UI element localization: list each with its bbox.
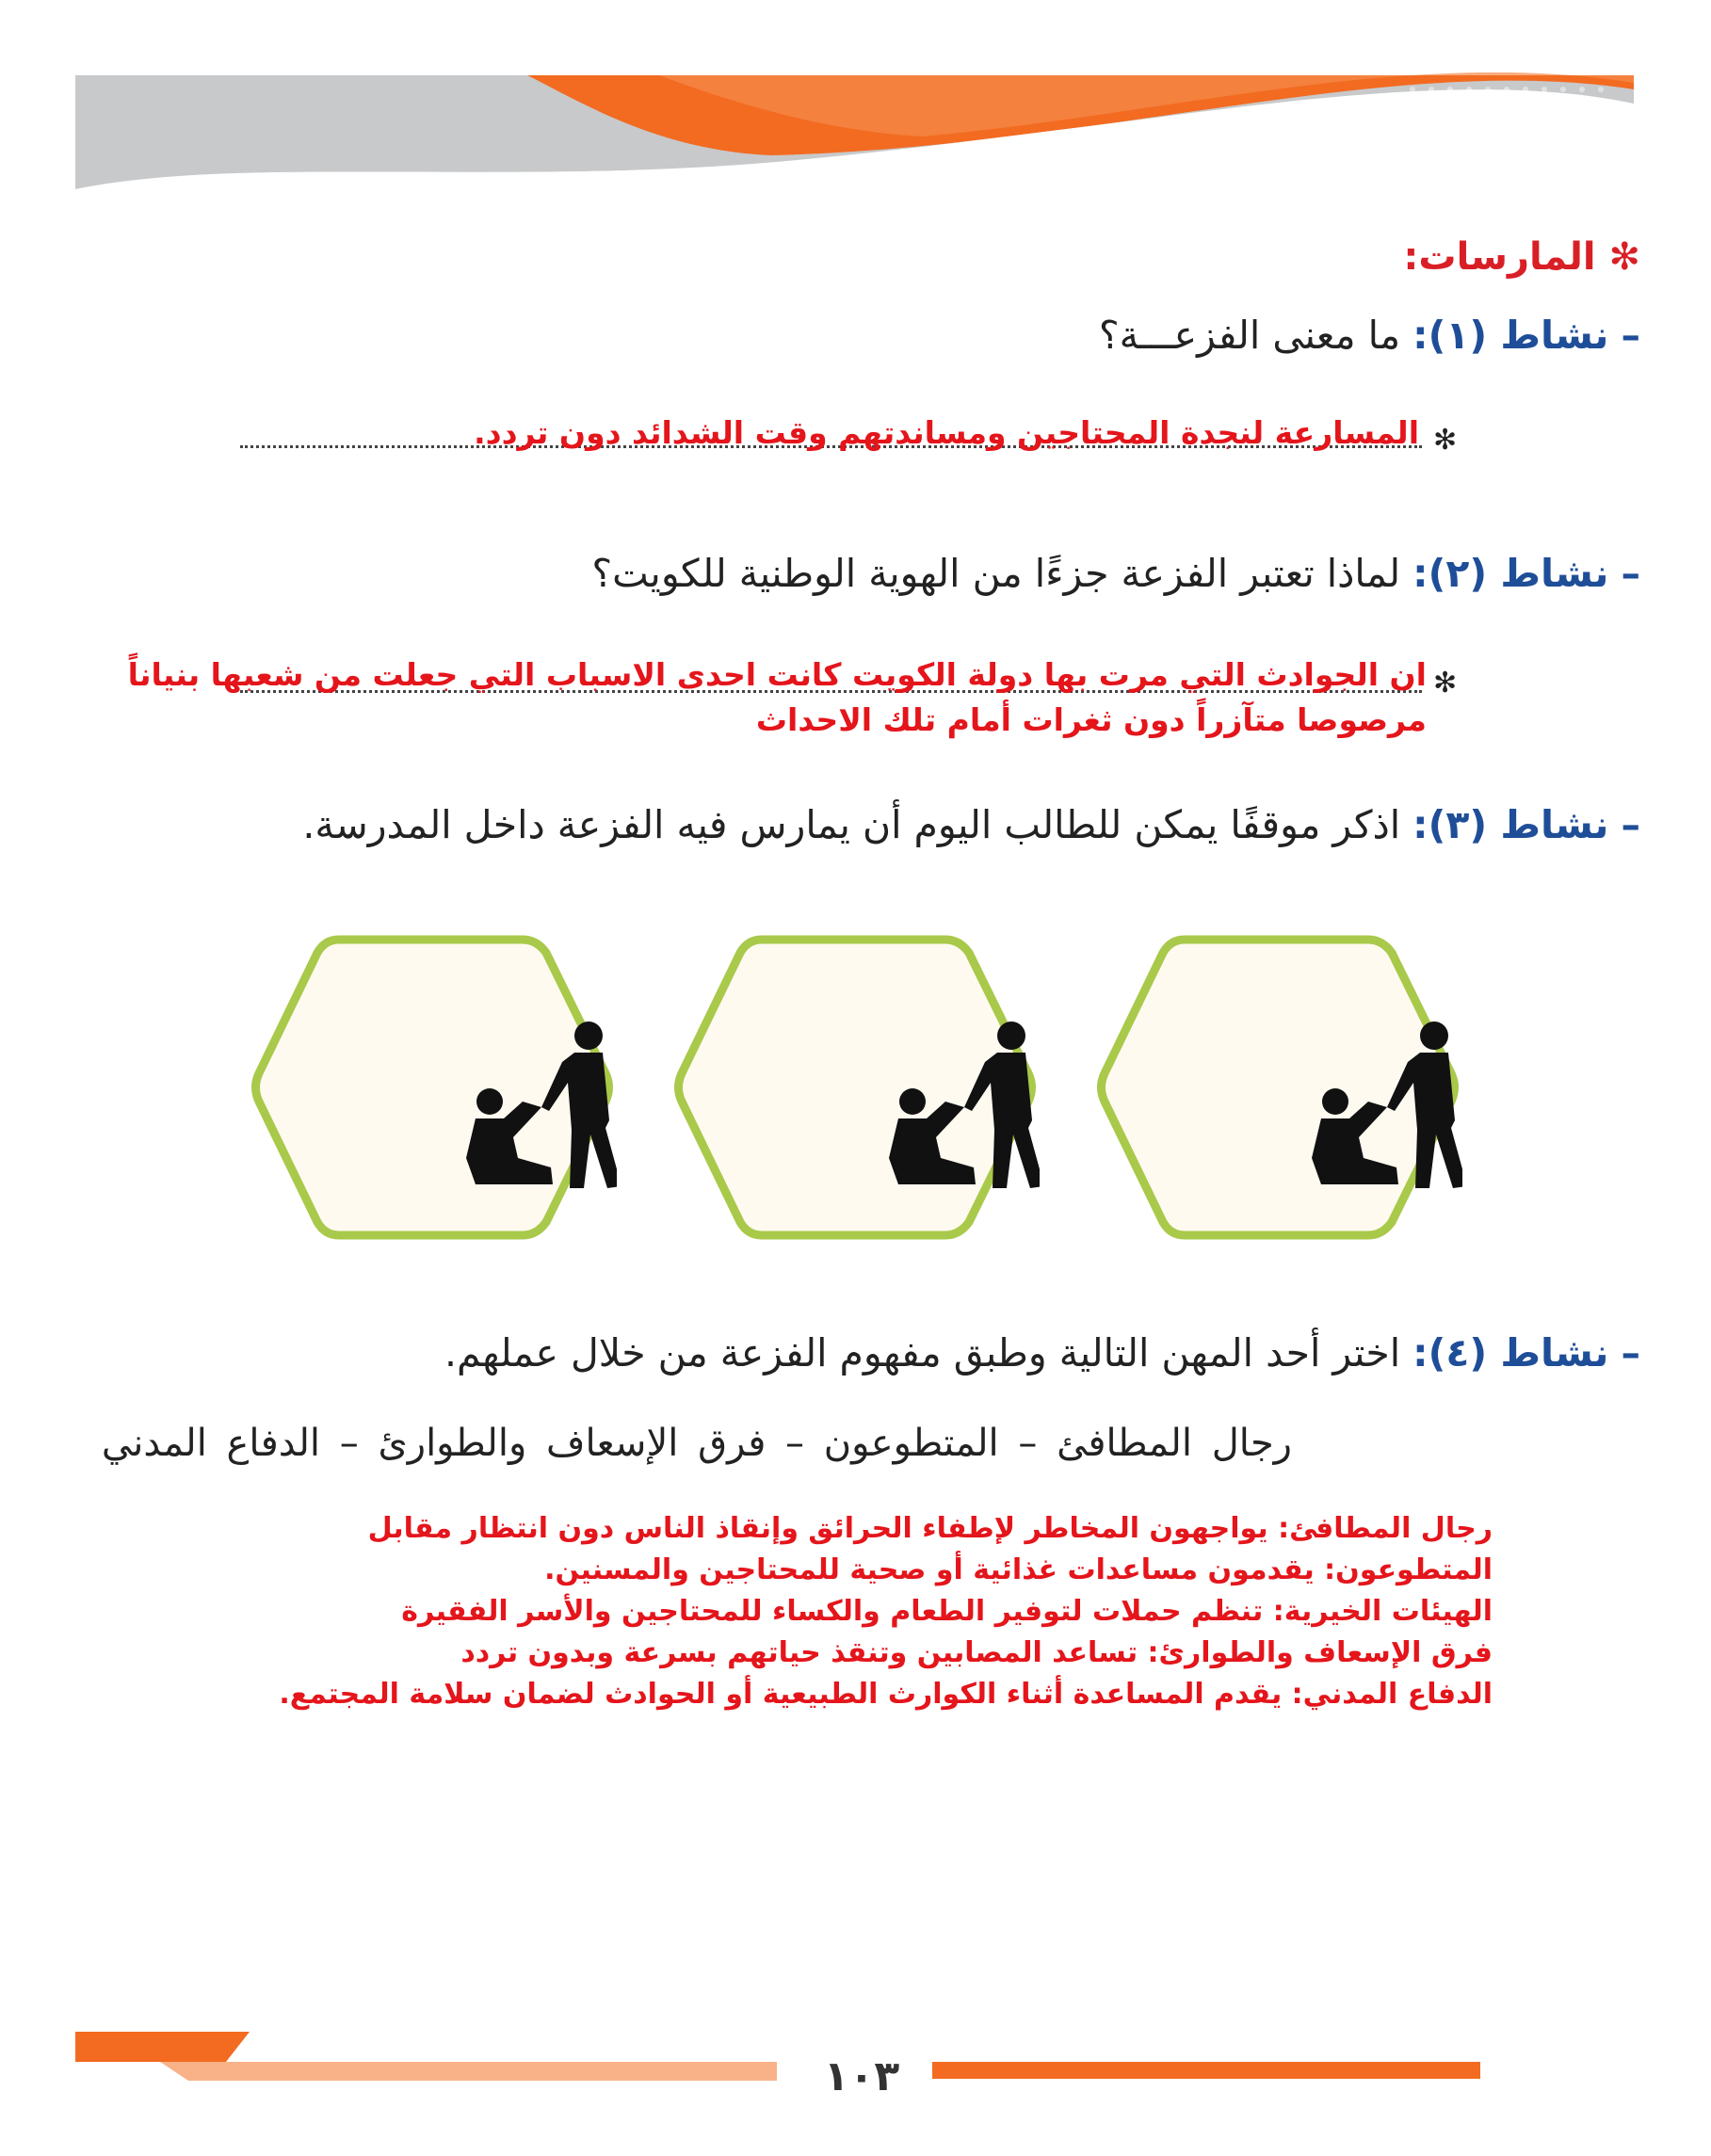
answer-2-line-2: مرصوصا متآزراً دون ثغرات أمام تلك الاحداث bbox=[755, 701, 1427, 738]
answer-star-icon: ✻ bbox=[1433, 424, 1458, 457]
star-icon: ✻ bbox=[1608, 235, 1640, 279]
answer-2-line-1: ان الجوادث التي مرت بها دولة الكويت كانت احدى الاسباب التي جعلت من شعبها بنياناً bbox=[127, 656, 1427, 693]
activity-2 bbox=[228, 551, 1640, 596]
answer-star-icon: ✻ bbox=[1433, 667, 1458, 700]
answer-1-line-1: المسارعة لنجدة المحتاجين ومساندتهم وقت الشدائد دون تردد. bbox=[474, 414, 1419, 451]
section-title-text: المارسات: bbox=[1403, 235, 1596, 279]
activity-4 bbox=[228, 1330, 1640, 1376]
activity-dash: – bbox=[1621, 802, 1640, 847]
profession-item: رجال المطافئ bbox=[1057, 1422, 1292, 1465]
profession-item: الدفاع المدني bbox=[101, 1422, 320, 1465]
profession-separator: – bbox=[1018, 1422, 1038, 1465]
hexagon-box-right[interactable] bbox=[1095, 932, 1462, 1243]
activity-2-label: نشاط (٢): bbox=[1412, 551, 1609, 596]
activity-4-answer-5: الدفاع المدني: يقدم المساعدة أثناء الكوارث الطبيعية أو الحوادث لضمان سلامة المجتمع. bbox=[279, 1678, 1493, 1711]
activity-4-answer-2: المتطوعون: يقدمون مساعدات غذائية أو صحية للمحتاجين والمسنين. bbox=[544, 1553, 1493, 1586]
activity-3-question: اذكر موقفًا يمكن للطالب اليوم أن يمارس فيه الفزعة داخل المدرسة. bbox=[302, 802, 1401, 847]
activity-4-label: نشاط (٤): bbox=[1412, 1330, 1609, 1376]
activity-4-answer-1: رجال المطافئ: يواجهون المخاطر لإطفاء الحرائق وإنقاذ الناس دون انتظار مقابل bbox=[367, 1512, 1493, 1545]
activity-3-label: نشاط (٣): bbox=[1412, 802, 1609, 847]
hexagon-box-middle[interactable] bbox=[672, 932, 1040, 1243]
profession-separator: – bbox=[339, 1422, 359, 1465]
activity-dash: – bbox=[1621, 1330, 1640, 1376]
activity-4-answer-3: الهيئات الخيرية: تنظم حملات لتوفير الطعام والكساء للمحتاجين والأسر الفقيرة bbox=[401, 1595, 1493, 1628]
activity-4-question: اختر أحد المهن التالية وطبق مفهوم الفزعة من خلال عملهم. bbox=[444, 1330, 1401, 1376]
hexagon-box-left[interactable] bbox=[250, 932, 617, 1243]
profession-item: فرق الإسعاف والطوارئ bbox=[378, 1422, 767, 1465]
activity-dash: – bbox=[1621, 551, 1640, 596]
activity-1-question: ما معنى الفزعـــة؟ bbox=[1098, 313, 1401, 358]
activity-1-label: نشاط (١): bbox=[1412, 313, 1609, 358]
activity-4-answer-4: فرق الإسعاف والطوارئ: تساعد المصابين وتنقذ حياتهم بسرعة وبدون تردد bbox=[460, 1636, 1493, 1669]
activity-dash: – bbox=[1621, 313, 1640, 358]
professions-list bbox=[101, 1422, 1292, 1465]
activity-3 bbox=[228, 802, 1640, 847]
header-wave-banner bbox=[0, 0, 1711, 226]
profession-item: المتطوعون bbox=[823, 1422, 999, 1465]
section-title bbox=[981, 235, 1640, 279]
page-number: ١٠٣ bbox=[823, 2052, 900, 2100]
activity-1 bbox=[228, 313, 1640, 358]
activity-2-question: لماذا تعتبر الفزعة جزءًا من الهوية الوطنية للكويت؟ bbox=[591, 551, 1401, 596]
profession-separator: – bbox=[785, 1422, 805, 1465]
